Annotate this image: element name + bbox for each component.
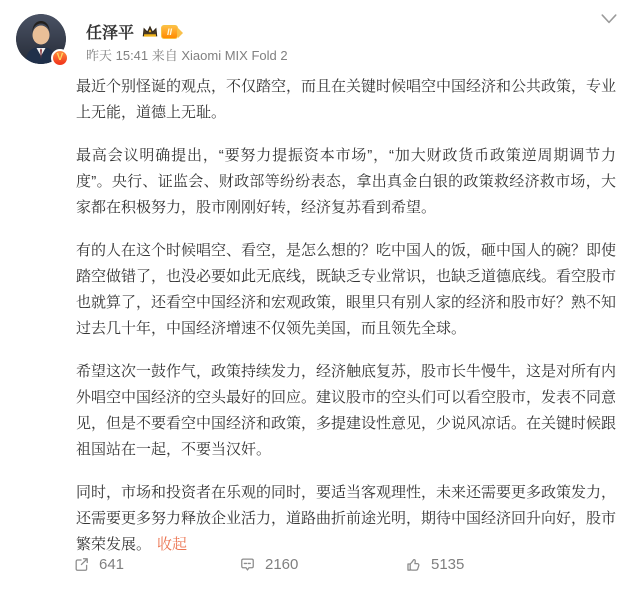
verified-v-icon: V xyxy=(51,49,69,67)
post-paragraph: 最近个别怪诞的观点，不仅踏空，而且在关键时候唱空中国经济和公共政策，专业上无能，道德上无耻。 xyxy=(76,78,617,121)
repost-icon xyxy=(73,556,90,573)
avatar[interactable] xyxy=(16,14,66,64)
post-paragraph: 最高会议明确提出，“要努力提振资本市场”，“加大财政货币政策逆周期调节力度”。央行、证监会、财政部等纷纷表态，拿出真金白银的政策救经济救市场，大家都在积极努力，股市刚刚好转，经济复苏看到希望。 xyxy=(76,147,616,216)
comment-count: 2160 xyxy=(265,556,299,573)
comment-icon xyxy=(239,556,256,573)
post-paragraph xyxy=(76,480,616,558)
action-bar xyxy=(73,556,618,573)
repost-button[interactable] xyxy=(73,556,239,573)
comment-button[interactable] xyxy=(239,556,405,573)
post-content xyxy=(76,74,616,558)
vip-level-label: II xyxy=(161,25,178,39)
post-header xyxy=(86,20,178,43)
post-paragraph-text: 同时，市场和投资者在乐观的同时，要适当客观理性，未来还需要更多政策发力，还需要更多努力释放企业活力，道路曲折前途光明，期待中国经济回升向好，股市繁荣发展。 xyxy=(76,484,617,553)
like-button[interactable] xyxy=(405,556,571,573)
crown-icon xyxy=(141,24,159,39)
post-paragraph: 希望这次一鼓作气，政策持续发力，经济触底复苏，股市长牛慢牛，这是对所有内外唱空中国经济的空头最好的回应。建议股市的空头们可以看空股市，发表不同意见，但是不要看空中国经济和政策，多提建设性意见，少说风凉话。在关键时候跟祖国站在一起，不要当汉奸。 xyxy=(76,363,617,458)
chevron-down-icon[interactable] xyxy=(600,12,618,26)
timestamp[interactable]: 昨天 15:41 来自 Xiaomi MIX Fold 2 xyxy=(86,48,288,63)
username[interactable]: 任泽平 xyxy=(86,25,135,42)
like-count: 5135 xyxy=(431,556,465,573)
vip-membership-badge[interactable] xyxy=(141,24,178,39)
collapse-link[interactable]: 收起 xyxy=(157,536,188,553)
repost-count: 641 xyxy=(99,556,125,573)
thumbs-up-icon xyxy=(405,556,422,573)
post-paragraph: 有的人在这个时候唱空、看空，是怎么想的？吃中国人的饭，砸中国人的碗？即使踏空做错了，也没必要如此无底线，既缺乏专业常识，也缺乏道德底线。看空股市也就算了，还看空中国经济和宏观政策，眼里只有别人家的经济和股市好？熟不知过去几十年，中国经济增速不仅领先美国，而且领先全球。 xyxy=(76,242,617,337)
